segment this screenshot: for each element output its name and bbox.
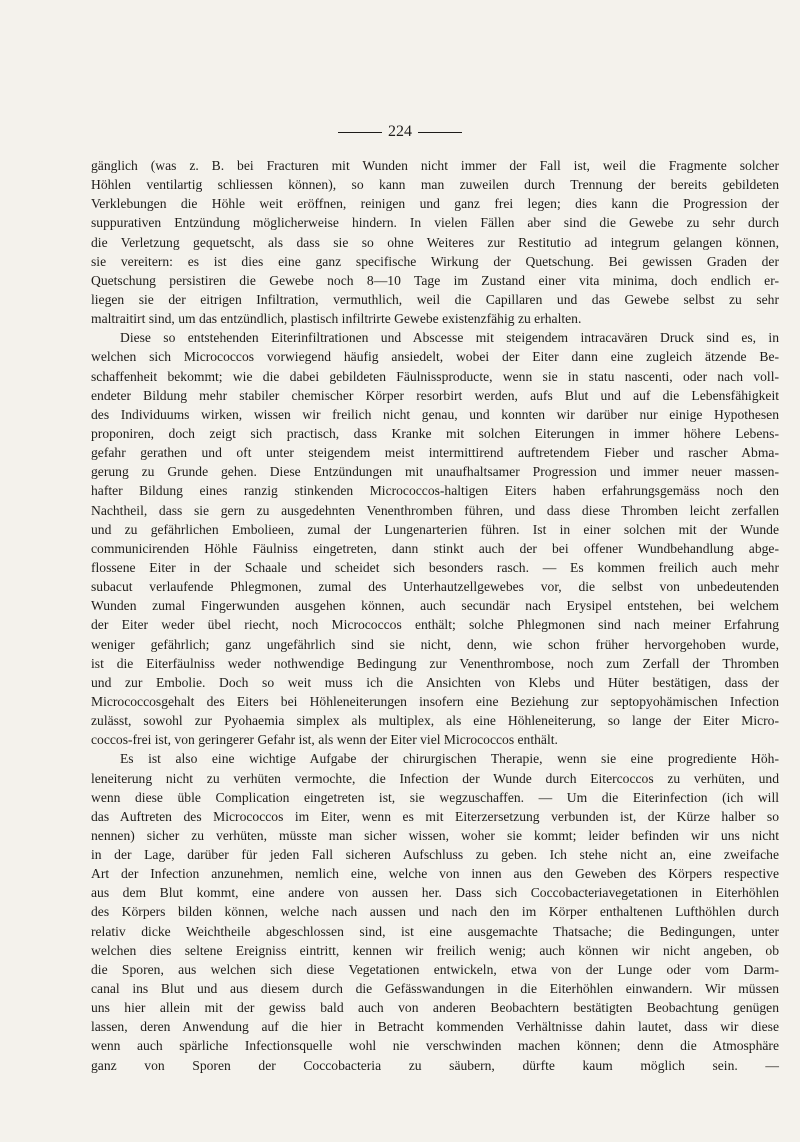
text-line: wenn diese üble Complication eingetreten ist, sie wegzuschaffen. — Um die Eiterinfection (ich will <box>91 789 779 805</box>
text-line: in der Lage, darüber für jeden Fall sicheren Aufschluss zu geben. Ich stehe nicht an, eine zweifache <box>91 847 779 863</box>
text-line: welchen dies seltene Ereigniss eintritt, kennen wir freilich wenig; auch können wir nicht angeben, ob <box>91 942 779 958</box>
text-line: ganz von Sporen der Coccobacteria zu säubern, dürfte kaum möglich sein. — <box>91 1057 779 1073</box>
header-rule-right <box>418 132 462 133</box>
text-line: Nachtheil, dass sie gern zu ausgedehnten Venenthromben führen, und dass diese Thromben leicht zerfallen <box>91 502 779 518</box>
text-line: canal ins Blut und aus diesem durch die Gefässwandungen in die Eiterhöhlen einwandern. Wir müssen <box>91 981 779 997</box>
text-line: welchen sich Micrococcos vorwiegend häufig ansiedelt, wobei der Eiter dann eine zugleich ätzende Be- <box>91 349 779 365</box>
text-line: maltraitirt sind, um das entzündlich, plastisch infiltrirte Gewebe existenzfähig zu erhalten. <box>91 311 582 327</box>
text-line: sie vereitern: es ist dies eine ganz specifische Wirkung der Quetschung. Bei gewissen Graden der <box>91 253 779 269</box>
text-line: gerung zu Grunde gehen. Diese Entzündungen mit unaufhaltsamer Progression und immer neuer massen- <box>91 464 779 480</box>
text-line: des Individuums wirken, wissen wir freilich nicht genau, und konnten wir darüber nur einige Hypothesen <box>91 406 779 422</box>
text-line: des Körpers bilden können, welche nach aussen und nach den im Körper enthaltenen Lufthöhlen durch <box>91 904 779 920</box>
page-number: 224 <box>388 123 412 140</box>
text-line: subacut verlaufende Phlegmonen, zumal des Unterhautzellgewebes vor, die selbst von unbedeutenden <box>91 579 779 595</box>
text-line: Quetschung persistiren die Gewebe noch 8—10 Tage im Zustand einer vita minima, doch endlich er- <box>91 272 779 288</box>
header-rule-left <box>338 132 382 133</box>
text-line: Wunden zumal Fingerwunden ausgehen können, auch secundär nach Erysipel entstehen, bei welchem <box>91 598 779 614</box>
text-line: proponiren, doch zeigt sich practisch, dass Kranke mit solchen Eiterungen in immer höhere Lebens- <box>91 425 779 441</box>
text-line: leneiterung nicht zu verhüten vermochte, die Infection der Wunde durch Eitercoccos zu verhüten, und <box>91 770 779 786</box>
text-line: Höhlen ventilartig schliessen können), so kann man zuweilen durch Trennung der bereits gebildeten <box>91 177 779 193</box>
text-line: schaffenheit bekommt; wie die dabei gebildeten Fäulnissproducte, wenn sie in statu nascenti, oder nach voll- <box>91 368 779 384</box>
text-line: weniger gefährlich; ganz ungefährlich sind sie nicht, denn, wie schon früher hervorgehoben wurde, <box>91 636 779 652</box>
text-line: nennen) sicher zu verhüten, müsste man sicher wissen, woher sie kommt; leider befinden wir uns nicht <box>91 827 779 843</box>
text-line: und zur Embolie. Doch so weit muss ich die Ansichten von Klebs und Hüter bestätigen, dass der <box>91 674 779 690</box>
text-line: lassen, deren Anwendung auf die hier in Betracht kommenden Verhältnisse dahin lautet, dass wir diese <box>91 1019 779 1035</box>
text-line: die Verletzung gequetscht, als dass sie so ohne Weiteres zur Restitutio ad integrum gelangen können, <box>91 234 779 250</box>
text-line: die Sporen, aus welchen sich diese Vegetationen entwickeln, etwa von der Lunge oder vom Darm- <box>91 961 779 977</box>
text-line <box>91 1075 779 1094</box>
text-line: endeter Bildung mehr stabiler chemischer Körper resorbirt werden, aufs Blut und auf die Lebensfähigkeit <box>91 387 779 403</box>
text-line: suppurativen Entzündung möglicherweise hindern. In vielen Fällen aber sind die Gewebe zu sehr durch <box>91 215 779 231</box>
body-text <box>91 156 779 1094</box>
text-line: zulässt, sowohl zur Pyohaemia simplex als multiplex, als eine Höhleneiterung, so lange der Eiter Micro- <box>91 713 779 729</box>
text-line: flossene Eiter in der Schaale und scheidet sich besonders rasch. — Es kommen freilich auch mehr <box>91 559 779 575</box>
text-line: Art der Infection anzunehmen, nemlich eine, welche von innen aus den Geweben des Körpers respective <box>91 866 779 882</box>
text-line: ist die Eiterfäulniss weder nothwendige Bedingung zur Venenthrombose, noch zum Zerfall der Thromben <box>91 655 779 671</box>
text-line: Micrococcosgehalt des Eiters bei Höhleneiterungen insofern eine Beziehung zur septopyohämischen Infection <box>91 693 779 709</box>
text-line: das Auftreten des Micrococcos im Eiter, wenn es mit Eiterzersetzung verbunden ist, der Kürze halber so <box>91 808 779 824</box>
page-number-header <box>0 122 800 142</box>
text-line: aus dem Blut kommt, eine andere von aussen her. Dass sich Coccobacteriavegetationen in Eiterhöhlen <box>91 885 779 901</box>
text-line: hafter Bildung eines ranzig stinkenden Micrococcos-haltigen Eiters haben erfahrungsgemäss noch den <box>91 483 779 499</box>
paragraph-start: Diese so entstehenden Eiterinfiltrationen und Abscesse mit steigendem intracavären Druck sind es, in <box>120 330 779 346</box>
paragraph-start: Es ist also eine wichtige Aufgabe der chirurgischen Therapie, wenn sie eine progrediente Höh- <box>120 751 779 767</box>
text-line: liegen sie der eitrigen Infiltration, vermuthlich, weil die Capillaren und das Gewebe selbst zu sehr <box>91 291 779 307</box>
text-line: relativ dicke Weichtheile abgeschlossen sind, ist eine ausgemachte Thatsache; die Bedingungen, unter <box>91 923 779 939</box>
text-line: und zu gefährlichen Embolieen, zumal der Lungenarterien führen. Ist in einer solchen mit der Wunde <box>91 521 779 537</box>
text-line: coccos-frei ist, von geringerer Gefahr ist, als wenn der Eiter viel Micrococcos enthält. <box>91 732 558 748</box>
text-line: gänglich (was z. B. bei Fracturen mit Wunden nicht immer der Fall ist, weil die Fragmente solcher <box>91 158 779 173</box>
text-line: der Eiter weder übel riecht, noch Micrococcos enthält; solche Phlegmonen sind nach meiner Erfahrung <box>91 617 779 633</box>
text-line: uns hier allein mit der gewiss bald auch von anderen Beobachtern bestätigten Beobachtung genügen <box>91 1000 779 1016</box>
text-line: gefahr gerathen und oft unter steigendem meist intermittirend auftretendem Fieber und rascher Abma- <box>91 445 779 461</box>
text-line: communicirenden Höhle Fäulniss eingetreten, dann stinkt auch der bei offener Wundbehandlung abge- <box>91 540 779 556</box>
text-line: Verklebungen die Höhle weit eröffnen, reinigen und ganz frei legen; dies kann die Progression der <box>91 196 779 212</box>
text-line: wenn auch spärliche Infectionsquelle wohl nie verschwinden machen können; denn die Atmosphäre <box>91 1038 779 1054</box>
